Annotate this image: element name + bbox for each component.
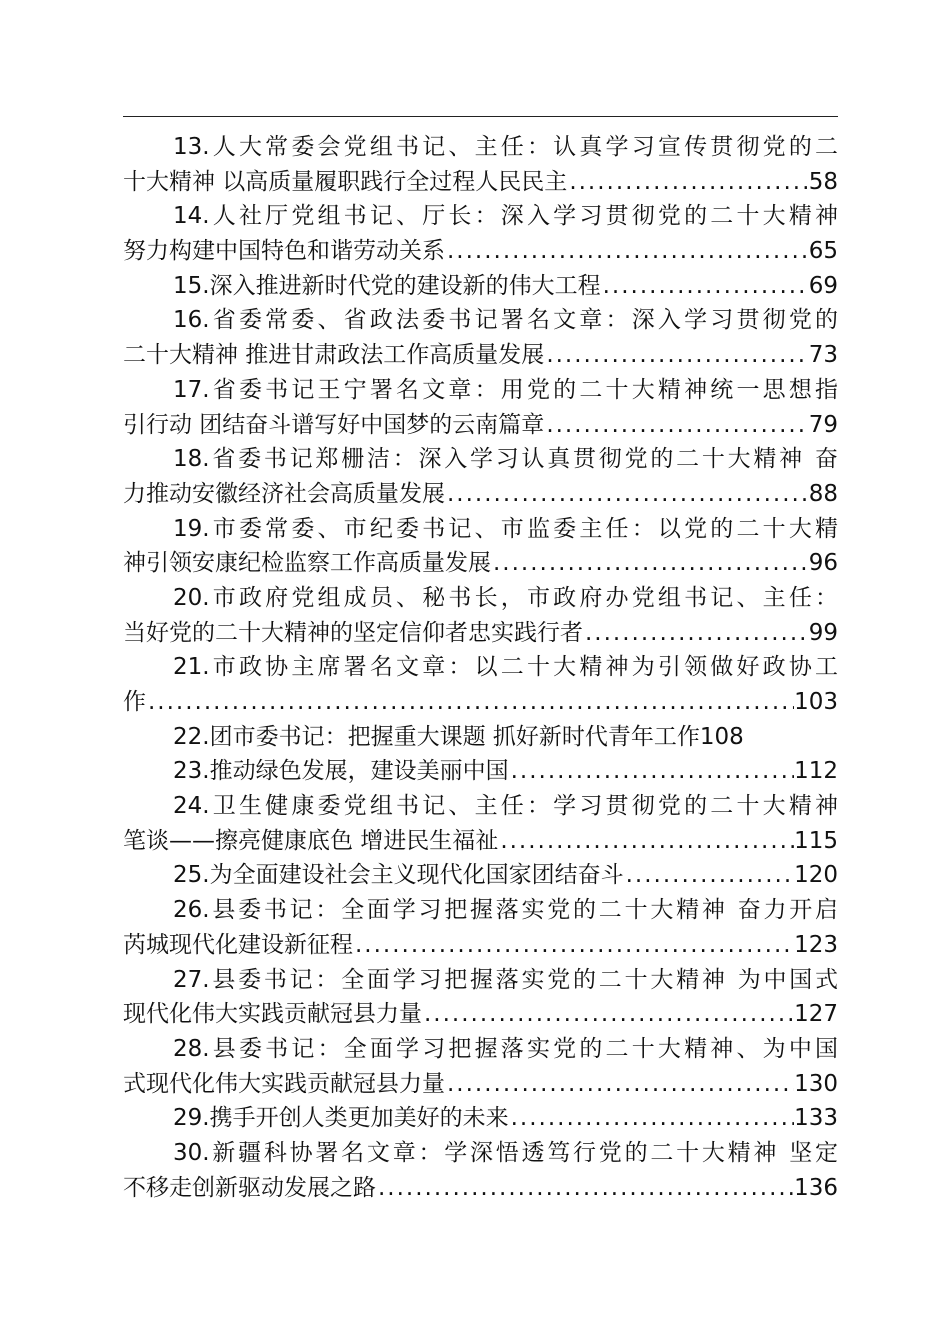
toc-line[interactable]: [123, 234, 838, 269]
toc-dot-leader: [585, 616, 809, 651]
toc-entry-text: 19.市委常委、市纪委书记、市监委主任：以党的二十大精: [173, 515, 838, 542]
toc-entry-text: 式现代化伟大实践贡献冠县力量: [123, 1070, 445, 1097]
toc-entry-text: 30.新疆科协署名文章：学深悟透笃行党的二十大精神 坚定: [173, 1139, 838, 1166]
toc-line[interactable]: [123, 754, 838, 789]
toc-line[interactable]: [123, 199, 838, 234]
toc-page-number: 108: [699, 723, 744, 750]
toc-line[interactable]: [123, 1101, 838, 1136]
toc-entry-text: 17.省委书记王宁署名文章：用党的二十大精神统一思想指: [173, 376, 838, 403]
toc-line[interactable]: [123, 1067, 838, 1102]
header-rule: [123, 116, 838, 117]
toc-dot-leader: [355, 928, 794, 963]
toc-entry-text: 21.市政协主席署名文章：以二十大精神为引领做好政协工: [173, 654, 838, 681]
toc-page-number: 88: [808, 480, 838, 507]
toc-page-number: 73: [808, 342, 838, 369]
toc-dot-leader: [378, 1171, 794, 1206]
toc-line[interactable]: [123, 616, 838, 651]
toc-line[interactable]: [123, 408, 838, 443]
toc-dot-leader: [447, 477, 809, 512]
toc-page-number: 127: [794, 1001, 838, 1028]
toc-dot-leader: [148, 685, 794, 720]
toc-line[interactable]: [123, 997, 838, 1032]
toc-line[interactable]: [123, 789, 838, 824]
toc-entry-text: 13.人大常委会党组书记、主任：认真学习宣传贯彻党的二: [173, 134, 838, 160]
toc-entry-text: 笔谈——擦亮健康底色 增进民生福祉: [123, 827, 499, 854]
toc-entry-text: 23.推动绿色发展，建设美丽中国: [173, 758, 509, 785]
toc-dot-leader: [447, 234, 809, 269]
toc-page-number: 112: [794, 758, 838, 785]
toc-page-number: 79: [808, 411, 838, 438]
toc-entry-text: 29.携手开创人类更加美好的未来: [173, 1105, 509, 1132]
toc-line[interactable]: [123, 477, 838, 512]
toc-entry-text: 26.县委书记：全面学习把握落实党的二十大精神 奋力开启: [173, 897, 838, 924]
toc-line[interactable]: [123, 373, 838, 408]
toc-entry-text: 25.为全面建设社会主义现代化国家团结奋斗: [173, 862, 624, 889]
toc-entry-text: 16.省委常委、省政法委书记署名文章：深入学习贯彻党的: [173, 307, 838, 334]
toc-page-number: 96: [808, 550, 838, 577]
toc-entry-text: 二十大精神 推进甘肃政法工作高质量发展: [123, 342, 545, 369]
toc-entry-text: 20.市政府党组成员、秘书长，市政府办党组书记、主任：: [173, 584, 838, 611]
toc-entry-text: 24.卫生健康委党组书记、主任：学习贯彻党的二十大精神: [173, 793, 838, 820]
toc-entry-text: 18.省委书记郑栅洁：深入学习认真贯彻党的二十大精神 奋: [173, 446, 838, 473]
toc-entry-text: 14.人社厅党组书记、厅长：深入学习贯彻党的二十大精神: [173, 203, 838, 230]
toc-entry-text: 引行动 团结奋斗谱写好中国梦的云南篇章: [123, 411, 545, 438]
toc-line[interactable]: [123, 893, 838, 928]
toc-entry-text: 努力构建中国特色和谐劳动关系: [123, 238, 445, 265]
toc-line[interactable]: [123, 650, 838, 685]
toc-page-number: 120: [794, 862, 838, 889]
toc-line[interactable]: [123, 858, 838, 893]
toc-line[interactable]: [123, 546, 838, 581]
toc-dot-leader: [511, 1101, 795, 1136]
toc-entry-text: 15.深入推进新时代党的建设新的伟大工程: [173, 272, 601, 299]
toc-dot-leader: [546, 408, 808, 443]
toc-dot-leader: [511, 754, 795, 789]
toc-line[interactable]: [123, 685, 838, 720]
toc-dot-leader: [569, 165, 808, 200]
toc-line[interactable]: [123, 338, 838, 373]
toc-line[interactable]: [123, 963, 838, 998]
toc-entry-text: 不移走创新驱动发展之路: [123, 1174, 376, 1201]
toc-page-number: 103: [794, 689, 838, 715]
toc-line[interactable]: [123, 581, 838, 616]
toc-entry-text: 现代化伟大实践贡献冠县力量: [123, 1001, 422, 1028]
toc-entry-text: 作: [123, 689, 146, 715]
toc-line[interactable]: [123, 512, 838, 547]
toc-page-number: 115: [794, 827, 838, 854]
toc-page-number: 99: [808, 619, 838, 646]
toc-line[interactable]: [123, 130, 838, 165]
toc-line[interactable]: [123, 928, 838, 963]
toc-entry-text: 力推动安徽经济社会高质量发展: [123, 480, 445, 507]
toc-line[interactable]: [123, 442, 838, 477]
toc-page-number: 136: [794, 1174, 838, 1201]
toc-line[interactable]: [123, 720, 838, 755]
toc-entry-text: 22.团市委书记：把握重大课题 抓好新时代青年工作: [173, 723, 700, 750]
toc-line[interactable]: [123, 269, 838, 304]
toc-page-number: 130: [794, 1070, 838, 1097]
toc-dot-leader: [500, 824, 794, 859]
toc-line[interactable]: [123, 303, 838, 338]
toc-page-number: 123: [794, 931, 838, 958]
toc-dot-leader: [493, 546, 809, 581]
toc-line[interactable]: [123, 1171, 838, 1206]
toc-line[interactable]: [123, 1136, 838, 1171]
toc-dot-leader: [424, 997, 794, 1032]
toc-entry-text: 神引领安康纪检监察工作高质量发展: [123, 550, 491, 577]
toc-dot-leader: [447, 1067, 794, 1102]
toc-line[interactable]: [123, 824, 838, 859]
toc-entry-text: 芮城现代化建设新征程: [123, 931, 353, 958]
toc-line[interactable]: [123, 165, 838, 200]
toc-page-number: 133: [794, 1105, 838, 1132]
toc-entry-text: 十大精神 以高质量履职践行全过程人民民主: [123, 168, 568, 195]
toc-entry-text: 27.县委书记：全面学习把握落实党的二十大精神 为中国式: [173, 966, 838, 993]
toc-line[interactable]: [123, 1032, 838, 1067]
toc-dot-leader: [626, 858, 795, 893]
toc-dot-leader: [546, 338, 808, 373]
toc-page-number: 65: [808, 238, 838, 265]
toc-page-number: 69: [808, 272, 838, 299]
toc-entry-text: 28.县委书记：全面学习把握落实党的二十大精神、为中国: [173, 1035, 838, 1062]
toc-entry-text: 当好党的二十大精神的坚定信仰者忠实践行者: [123, 619, 583, 646]
table-of-contents: [123, 130, 838, 1205]
toc-page-number: 58: [808, 168, 838, 195]
toc-dot-leader: [603, 269, 809, 304]
